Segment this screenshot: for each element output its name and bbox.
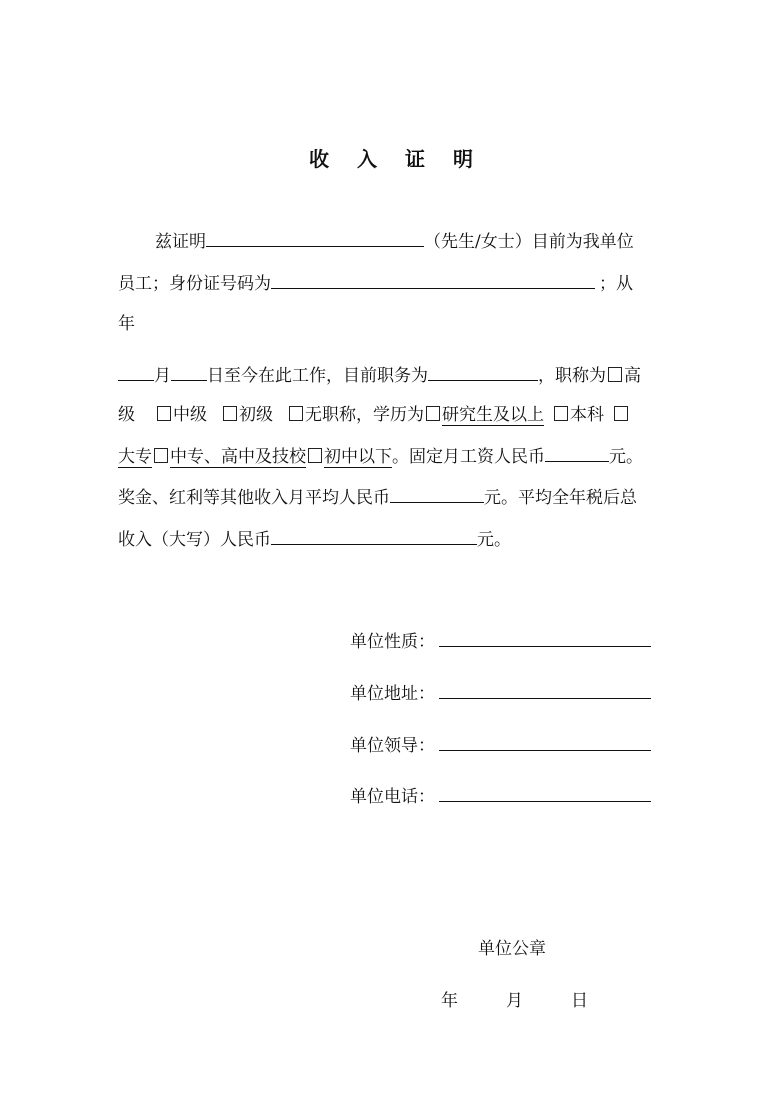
unit-seal-label: 单位公章	[478, 939, 546, 959]
day-blank[interactable]	[171, 362, 207, 381]
text: 员工；身份证号码为	[118, 274, 271, 294]
text: 年	[118, 314, 135, 334]
title-char: 收	[309, 147, 329, 171]
text: 无职称，学历为	[305, 405, 424, 425]
date-year-label: 年	[441, 991, 458, 1011]
checkbox-junior-college[interactable]	[614, 406, 628, 421]
text: 收入（大写）人民币	[118, 530, 271, 550]
checkbox-below-junior-high[interactable]	[308, 448, 322, 463]
field-label: 单位性质：	[350, 632, 435, 652]
text: ，职称为	[538, 366, 606, 386]
field-label: 单位地址：	[350, 684, 435, 704]
text: 初级	[239, 405, 273, 425]
text: 元。	[477, 530, 511, 550]
id-number-blank[interactable]	[271, 270, 595, 289]
body-line-8	[118, 526, 511, 552]
field-unit-leader	[350, 732, 651, 758]
body-line-3	[118, 312, 135, 336]
text: （先生/女士）目前为我单位	[424, 232, 634, 252]
month-blank[interactable]	[118, 362, 154, 381]
checkbox-junior-title[interactable]	[223, 406, 237, 421]
text: 奖金、红利等其他收入月平均人民币	[118, 488, 390, 508]
field-unit-phone	[350, 783, 651, 809]
text: 元。平均全年税后总	[484, 488, 637, 508]
text: 初中以下	[324, 447, 392, 467]
text: 兹证明	[155, 232, 206, 252]
text: 月	[154, 366, 171, 386]
text: 研究生及以上	[442, 405, 544, 425]
body-line-7	[118, 484, 637, 510]
field-label: 单位电话：	[350, 787, 435, 807]
text: 大专	[118, 447, 152, 467]
unit-leader-blank[interactable]	[439, 732, 651, 751]
checkbox-senior-title[interactable]	[608, 367, 622, 382]
checkbox-bachelor[interactable]	[554, 406, 568, 421]
name-blank[interactable]	[206, 228, 424, 247]
title-char: 入	[357, 147, 377, 171]
document-title	[0, 143, 782, 172]
text: 日至今在此工作，目前职务为	[207, 366, 428, 386]
field-unit-nature	[350, 628, 651, 654]
checkbox-intermediate-title[interactable]	[157, 406, 171, 421]
field-unit-address	[350, 680, 651, 706]
text: 元。	[609, 447, 643, 467]
monthly-salary-blank[interactable]	[545, 443, 609, 462]
body-line-5	[118, 403, 630, 427]
unit-address-blank[interactable]	[439, 680, 651, 699]
date-month-label: 月	[506, 991, 523, 1011]
text: 高	[624, 366, 641, 386]
body-line-6	[118, 443, 643, 469]
body-line-4	[118, 362, 641, 388]
checkbox-secondary[interactable]	[154, 448, 168, 463]
text: 中专、高中及技校	[170, 447, 306, 467]
body-line-1	[155, 228, 634, 254]
field-label: 单位领导：	[350, 736, 435, 756]
bonus-blank[interactable]	[390, 484, 484, 503]
title-char: 明	[453, 147, 473, 171]
checkbox-no-title[interactable]	[289, 406, 303, 421]
unit-phone-blank[interactable]	[439, 783, 651, 802]
text: 级	[118, 405, 135, 425]
date-day-label: 日	[571, 991, 588, 1011]
checkbox-postgraduate[interactable]	[426, 406, 440, 421]
annual-income-blank[interactable]	[271, 526, 477, 545]
unit-nature-blank[interactable]	[439, 628, 651, 647]
position-blank[interactable]	[428, 362, 538, 381]
title-char: 证	[405, 147, 425, 171]
text: 。固定月工资人民币	[392, 447, 545, 467]
text: 中级	[173, 405, 207, 425]
text: 本科	[570, 405, 604, 425]
text: ；从	[599, 274, 633, 294]
body-line-2	[118, 270, 633, 296]
